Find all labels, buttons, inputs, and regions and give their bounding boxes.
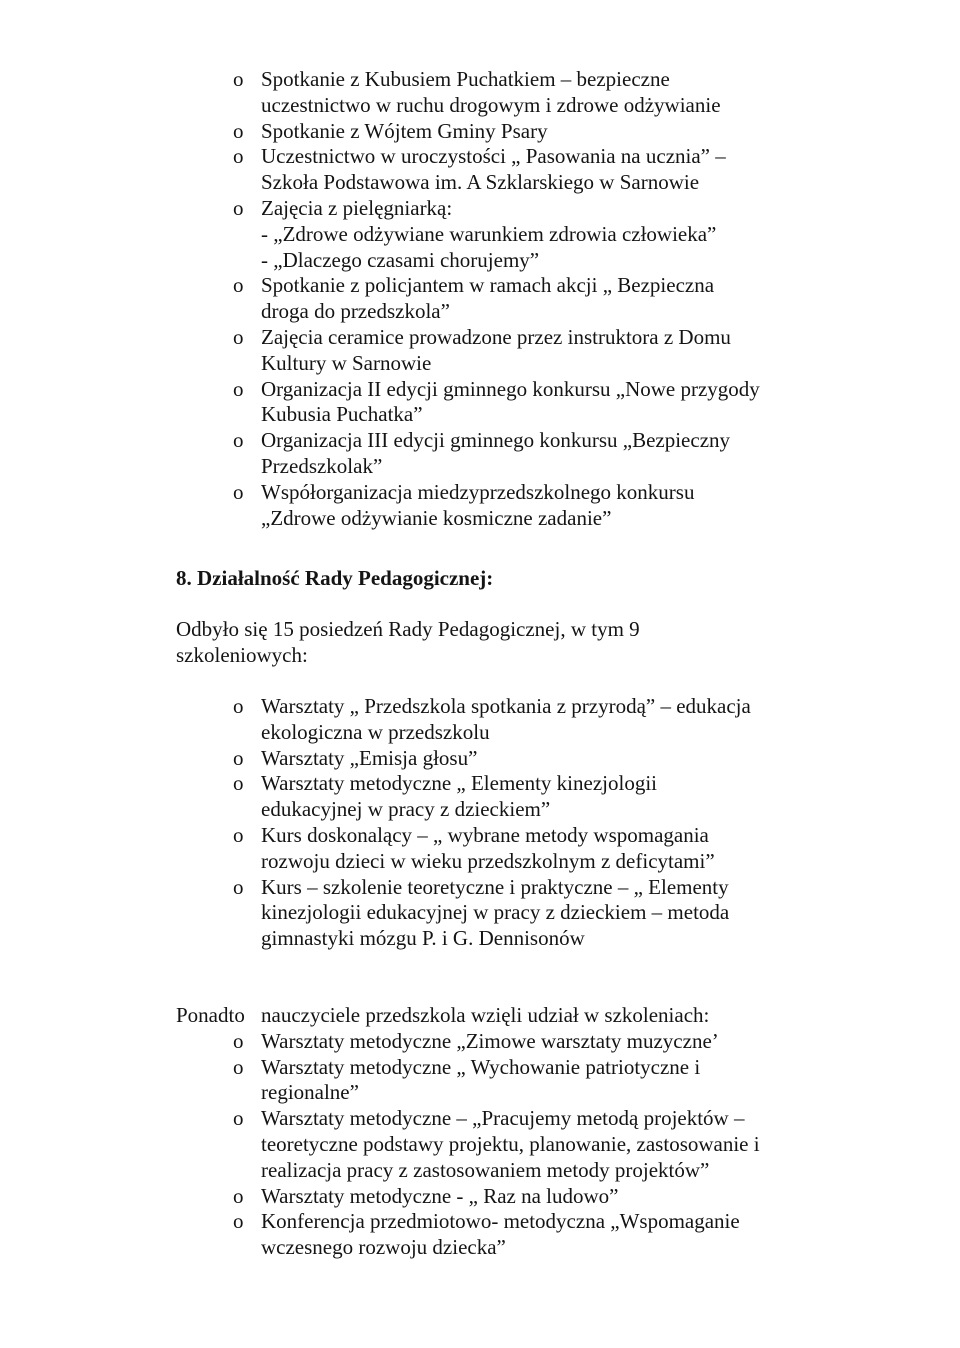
bullet-marker: o bbox=[233, 479, 244, 504]
list-item-line: realizacja pracy z zastosowaniem metody projektów” bbox=[261, 1157, 710, 1182]
bullet-marker: o bbox=[233, 1054, 244, 1079]
list-item-line: nauczyciele przedszkola wzięli udział w szkoleniach: bbox=[261, 1003, 710, 1027]
bullet-marker: o bbox=[233, 376, 244, 401]
list-item bbox=[233, 119, 833, 145]
list-item-line: gimnastyki mózgu P. i G. Dennisonów bbox=[261, 926, 585, 951]
list-item-line: - „Dlaczego czasami chorujemy” bbox=[261, 247, 540, 272]
list-item bbox=[233, 1106, 833, 1183]
list-item-line: Przedszkolak” bbox=[261, 453, 383, 478]
list-item-line: uczestnictwo w ruchu drogowym i zdrowe odżywianie bbox=[261, 92, 721, 117]
list-item-line: kinezjologii edukacyjnej w pracy z dzieckiem – metoda bbox=[261, 900, 730, 925]
list-item-line: Współorganizacja miedzyprzedszkolnego konkursu bbox=[261, 479, 695, 504]
list-item-line: Organizacja III edycji gminnego konkursu „Bezpieczny bbox=[261, 428, 731, 453]
list-item-line: „Zdrowe odżywianie kosmiczne zadanie” bbox=[261, 505, 612, 530]
bullet-marker: o bbox=[233, 745, 244, 770]
list-item-line: Warsztaty metodyczne - „ Raz na ludowo” bbox=[261, 1183, 619, 1208]
list-item bbox=[233, 428, 833, 480]
list-item-line: Kultury w Sarnowie bbox=[261, 350, 432, 375]
list-item-line: Zajęcia ceramice prowadzone przez instruktora z Domu bbox=[261, 324, 731, 349]
list-item bbox=[233, 67, 833, 119]
trainings-list bbox=[233, 694, 833, 952]
bullet-marker: o bbox=[233, 324, 244, 349]
bullet-marker: o bbox=[233, 428, 244, 453]
list-item bbox=[233, 875, 833, 952]
list-item bbox=[233, 694, 833, 746]
list-item-line: Warsztaty „Emisja głosu” bbox=[261, 745, 478, 770]
paragraph-line: szkoleniowych: bbox=[176, 642, 308, 667]
list-item-line: - „Zdrowe odżywiane warunkiem zdrowia człowieka” bbox=[261, 221, 717, 246]
list-item bbox=[233, 1055, 833, 1107]
list-item-line: Warsztaty „ Przedszkola spotkania z przyrodą” – edukacja bbox=[261, 694, 751, 718]
list-item-line: Uczestnictwo w uroczystości „ Pasowania na ucznia” – bbox=[261, 144, 726, 169]
list-item bbox=[233, 377, 833, 429]
list-item-line: Spotkanie z policjantem w ramach akcji „ Bezpieczna bbox=[261, 273, 715, 298]
bullet-marker: o bbox=[233, 1209, 244, 1234]
list-item bbox=[233, 325, 833, 377]
list-item-line: Zajęcia z pielęgniarką: bbox=[261, 195, 453, 220]
list-item bbox=[233, 1209, 833, 1261]
list-item bbox=[233, 1184, 833, 1210]
list-item-line: edukacyjnej w pracy z dzieckiem” bbox=[261, 797, 551, 822]
list-item bbox=[233, 144, 833, 196]
list-item-line: droga do przedszkola” bbox=[261, 299, 450, 324]
list-item bbox=[233, 1003, 833, 1029]
list-item-line: Warsztaty metodyczne – „Pracujemy metodą projektów – bbox=[261, 1106, 745, 1131]
bullet-marker: o bbox=[233, 771, 244, 796]
bullet-marker: o bbox=[233, 1183, 244, 1208]
bullet-marker: o bbox=[233, 874, 244, 899]
list-item-line: wczesnego rozwoju dziecka” bbox=[261, 1235, 506, 1260]
ponadto-label: Ponadto bbox=[176, 1003, 245, 1027]
list-item-line: Kubusia Puchatka” bbox=[261, 402, 423, 427]
list-item-line: rozwoju dzieci w wieku przedszkolnym z deficytami” bbox=[261, 848, 715, 873]
list-item bbox=[233, 771, 833, 823]
list-item bbox=[233, 823, 833, 875]
list-item-line: Warsztaty metodyczne „ Elementy kinezjologii bbox=[261, 771, 657, 796]
section-heading: 8. Działalność Rady Pedagogicznej: bbox=[176, 566, 494, 590]
bullet-marker: o bbox=[233, 1028, 244, 1053]
list-item-line: teoretyczne podstawy projektu, planowanie, zastosowanie i bbox=[261, 1131, 760, 1156]
bullet-marker: o bbox=[233, 195, 244, 220]
list-item bbox=[233, 746, 833, 772]
meetings-paragraph bbox=[176, 617, 716, 669]
list-item-line: Spotkanie z Kubusiem Puchatkiem – bezpieczne bbox=[261, 67, 670, 91]
bullet-marker: o bbox=[233, 1106, 244, 1131]
activities-list bbox=[233, 67, 833, 531]
list-item-line: ekologiczna w przedszkolu bbox=[261, 719, 490, 744]
list-item-line: Warsztaty metodyczne „ Wychowanie patriotyczne i bbox=[261, 1054, 701, 1079]
bullet-marker: o bbox=[233, 118, 244, 143]
list-item bbox=[233, 480, 833, 532]
list-item-line: Organizacja II edycji gminnego konkursu „Nowe przygody bbox=[261, 376, 760, 401]
list-item-line: Kurs doskonalący – „ wybrane metody wspomagania bbox=[261, 822, 709, 847]
list-item-line: Warsztaty metodyczne „Zimowe warsztaty muzyczne’ bbox=[261, 1028, 719, 1053]
list-item-line: Konferencja przedmiotowo- metodyczna „Wspomaganie bbox=[261, 1209, 740, 1234]
paragraph-line: Odbyło się 15 posiedzeń Rady Pedagogicznej, w tym 9 bbox=[176, 617, 640, 641]
list-item bbox=[233, 273, 833, 325]
bullet-marker: o bbox=[233, 273, 244, 298]
bullet-marker: o bbox=[233, 67, 244, 91]
list-item-line: regionalne” bbox=[261, 1080, 359, 1105]
list-item-line: Kurs – szkolenie teoretyczne i praktyczne – „ Elementy bbox=[261, 874, 729, 899]
list-item-line: Spotkanie z Wójtem Gminy Psary bbox=[261, 118, 548, 143]
bullet-marker: o bbox=[233, 822, 244, 847]
list-item bbox=[233, 1029, 833, 1055]
list-item bbox=[233, 196, 833, 273]
external-trainings-list bbox=[233, 1003, 833, 1261]
bullet-marker: o bbox=[233, 694, 244, 718]
list-item-line: Szkoła Podstawowa im. A Szklarskiego w Sarnowie bbox=[261, 170, 700, 195]
bullet-marker: o bbox=[233, 144, 244, 169]
